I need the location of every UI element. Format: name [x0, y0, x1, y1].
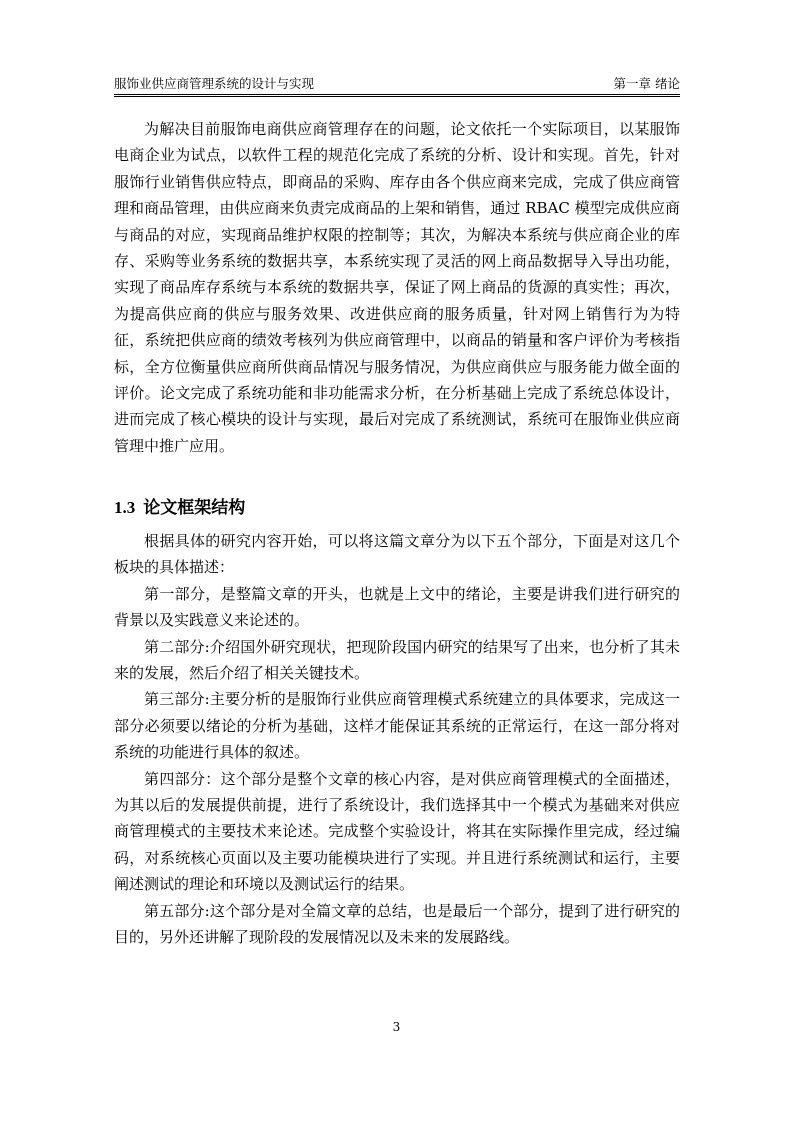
header-thesis-title: 服饰业供应商管理系统的设计与实现 — [114, 76, 315, 91]
intro-text — [114, 116, 680, 459]
paragraph: 为解决目前服饰电商供应商管理存在的问题，论文依托一个实际项目，以某服饰电商企业为试点，以软件工程的规范化完成了系统的分析、设计和实现。首先，针对服饰行业销售供应特点，即商品的采购、库存由各个供应商来完成，完成了供应商管理和商品管理，由供应商来负责完成商品的上架和销售，通过 RBAC 模型完成供应商与商品的对应，实现商品维护权限的控制等；其次，为解决本系统与供应商企业的库存、采购等业务系统的数据共享，本系统实现了灵活的网上商品数据导入导出功能，实现了商品库存系统与本系统的数据共享，保证了网上商品的货源的真实性；再次，为提高供应商的供应与服务效果、改进供应商的服务质量，针对网上销售行为为特征，系统把供应商的绩效考核列为供应商管理中，以商品的销量和客户评价为考核指标，全方位衡量供应商所供商品情况与服务情况，为供应商供应与服务能力做全面的评价。论文完成了系统功能和非功能需求分析，在分析基础上完成了系统总体设计，进而完成了核心模块的设计与实现，最后对完成了系统测试，系统可在服饰业供应商管理中推广应用。 — [114, 120, 680, 455]
paragraph: 第一部分，是整篇文章的开头，也就是上文中的绪论，主要是讲我们进行研究的背景以及实践意义来论述的。 — [114, 584, 680, 630]
section-number: 1.3 — [114, 498, 136, 517]
section-body — [114, 528, 680, 951]
paragraph: 根据具体的研究内容开始，可以将这篇文章分为以下五个部分，下面是对这几个板块的具体描述： — [114, 532, 680, 577]
running-header — [114, 74, 680, 94]
page-number: 3 — [392, 1020, 401, 1034]
paragraph: 第二部分:介绍国外研究现状，把现阶段国内研究的结果写了出来，也分析了其未来的发展，然后介绍了相关关键技术。 — [114, 637, 680, 683]
paragraph: 第三部分:主要分析的是服饰行业供应商管理模式系统建立的具体要求，完成这一部分必须要以绪论的分析为基础，这样才能保证其系统的正常运行，在这一部分将对系统的功能进行具体的叙述。 — [114, 690, 680, 762]
section-heading — [114, 493, 245, 518]
paragraph: 第四部分：这个部分是整个文章的核心内容，是对供应商管理模式的全面描述，为其以后的发展提供前提，进行了系统设计，我们选择其中一个模式为基础来对供应商管理模式的主要技术来论述。完成整个实验设计，将其在实际操作里完成，经过编码，对系统核心页面以及主要功能模块进行了实现。并且进行系统测试和运行，主要阐述测试的理论和环境以及测试运行的结果。 — [114, 769, 680, 894]
header-chapter: 第一章 绪论 — [613, 76, 680, 91]
paragraph: 第五部分:这个部分是对全篇文章的总结，也是最后一个部分，提到了进行研究的目的，另外还讲解了现阶段的发展情况以及未来的发展路线。 — [114, 901, 680, 947]
header-rule — [114, 94, 680, 97]
section-title: 论文框架结构 — [143, 498, 246, 518]
